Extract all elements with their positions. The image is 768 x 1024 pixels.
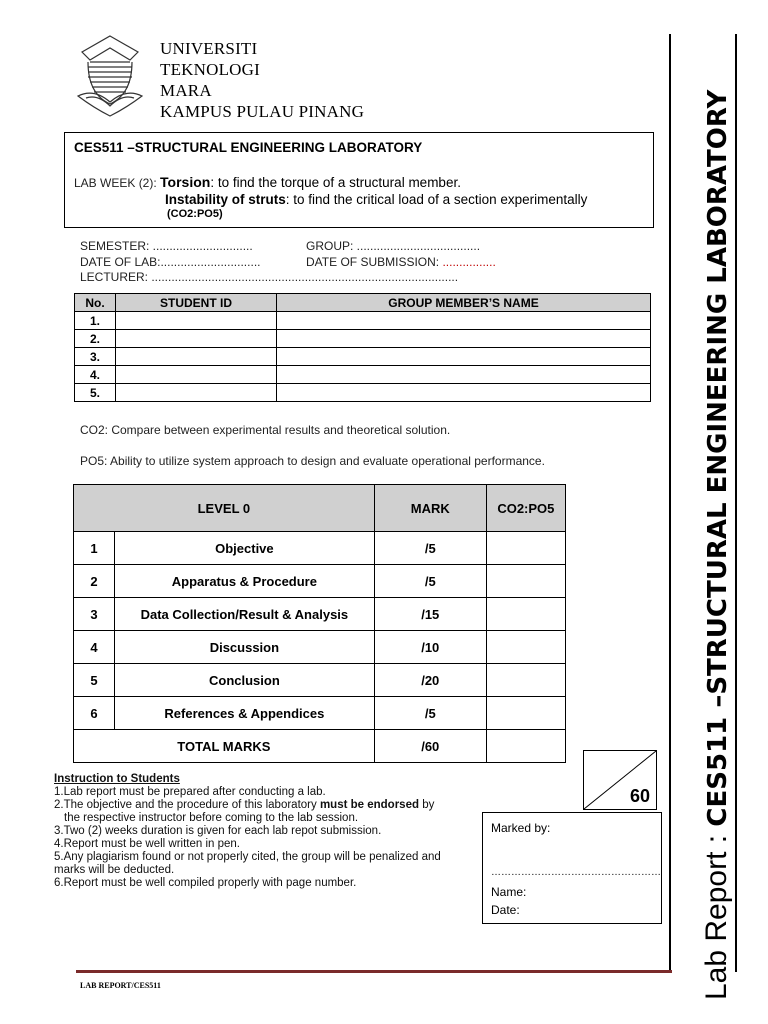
signature-line[interactable]: …………………………………………… [491, 867, 661, 878]
criteria-name: Conclusion [115, 664, 375, 697]
row-number: 4. [75, 366, 116, 384]
criteria-mark: /20 [374, 664, 486, 697]
total-score-denominator: 60 [629, 786, 650, 806]
student-id-cell[interactable] [116, 348, 277, 366]
table-row [75, 348, 651, 366]
lecturer-field[interactable]: LECTURER: ............................................................................................ [80, 270, 459, 284]
course-title: CES511 –STRUCTURAL ENGINEERING LABORATORY [74, 140, 423, 155]
name-label: Name: [491, 885, 527, 899]
lab-week-line [74, 174, 461, 190]
criteria-mark: /5 [374, 565, 486, 598]
struts-label: Instability of struts [165, 192, 286, 207]
student-id-cell[interactable] [116, 384, 277, 402]
table-row [75, 312, 651, 330]
group-members-table [74, 293, 651, 402]
marks-row [74, 697, 566, 730]
instruction-item: 6.Report must be well compiled properly with page number. [54, 877, 357, 889]
member-name-cell[interactable] [277, 348, 651, 366]
marks-row [74, 631, 566, 664]
criteria-mark: /5 [374, 532, 486, 565]
co-po-score-cell[interactable] [486, 532, 565, 565]
university-name-line-3: MARA [160, 81, 212, 100]
marks-header-row [74, 485, 566, 532]
date-label: Date: [491, 903, 520, 917]
criteria-name: Apparatus & Procedure [115, 565, 375, 598]
total-marks-value: /60 [374, 730, 486, 763]
marks-row [74, 598, 566, 631]
criteria-number: 1 [74, 532, 115, 565]
date-of-submission-field[interactable] [306, 255, 496, 269]
date-of-lab-field[interactable]: DATE OF LAB:.............................. [80, 255, 261, 269]
marks-row [74, 532, 566, 565]
co2-note: CO2: Compare between experimental results and theoretical solution. [80, 423, 451, 437]
group-field[interactable]: GROUP: ..................................... [306, 239, 481, 253]
footer-text: LAB REPORT/CES511 [80, 981, 161, 990]
table-header-row [75, 294, 651, 312]
row-number: 1. [75, 312, 116, 330]
co-po-score-cell[interactable] [486, 565, 565, 598]
marks-row [74, 664, 566, 697]
criteria-mark: /10 [374, 631, 486, 664]
co-po-score-cell[interactable] [486, 664, 565, 697]
criteria-number: 5 [74, 664, 115, 697]
co-po-code: (CO2:PO5) [167, 208, 223, 220]
column-header-no: No. [75, 294, 116, 312]
member-name-cell[interactable] [277, 384, 651, 402]
student-id-cell[interactable] [116, 366, 277, 384]
column-header-member-name: GROUP MEMBER’S NAME [277, 294, 651, 312]
torsion-label: Torsion [160, 174, 211, 190]
co-po-score-cell[interactable] [486, 631, 565, 664]
side-title [700, 90, 734, 1000]
column-header-co-po: CO2:PO5 [486, 485, 565, 532]
marked-by-label: Marked by: [491, 821, 551, 835]
campus-name: KAMPUS PULAU PINANG [160, 102, 365, 121]
marks-table [73, 484, 566, 763]
lab-week-prefix: LAB WEEK (2): [74, 176, 161, 190]
side-course-title: CES511 –STRUCTURAL ENGINEERING LABORATORY [703, 89, 733, 827]
student-id-cell[interactable] [116, 312, 277, 330]
torsion-text: : to find the torque of a structural member. [210, 175, 461, 190]
semester-field[interactable]: SEMESTER: .............................. [80, 239, 253, 253]
side-divider-right [735, 34, 737, 972]
table-row [75, 330, 651, 348]
instruction-item: 1.Lab report must be prepared after conducting a lab. [54, 786, 326, 798]
instructions-title: Instruction to Students [54, 773, 180, 785]
footer-rule [76, 970, 672, 973]
date-of-submission-label: DATE OF SUBMISSION: [306, 255, 443, 269]
criteria-mark: /15 [374, 598, 486, 631]
side-divider-left [669, 34, 671, 972]
marks-row [74, 565, 566, 598]
column-header-student-id: STUDENT ID [116, 294, 277, 312]
instructions-block [54, 773, 484, 890]
criteria-number: 3 [74, 598, 115, 631]
row-number: 3. [75, 348, 116, 366]
po5-note: PO5: Ability to utilize system approach to design and evaluate operational performance. [80, 454, 545, 468]
criteria-number: 4 [74, 631, 115, 664]
column-header-mark: MARK [374, 485, 486, 532]
column-header-level: LEVEL 0 [74, 485, 375, 532]
struts-text: : to find the critical load of a section experimentally [285, 192, 588, 207]
member-name-cell[interactable] [277, 366, 651, 384]
member-name-cell[interactable] [277, 312, 651, 330]
total-score-box[interactable] [583, 750, 657, 810]
student-id-cell[interactable] [116, 330, 277, 348]
instruction-item-continued: the respective instructor before coming to the lab session. [64, 812, 359, 824]
total-marks-label: TOTAL MARKS [74, 730, 375, 763]
instruction-item: 2.The objective and the procedure of this laboratory must be endorsed by [54, 799, 435, 811]
table-row [75, 384, 651, 402]
university-name-line-2: TEKNOLOGI [160, 60, 260, 79]
table-row [75, 366, 651, 384]
instruction-item-continued: marks will be deducted. [54, 864, 175, 876]
instruction-item: 3.Two (2) weeks duration is given for each lab repot submission. [54, 825, 382, 837]
row-number: 2. [75, 330, 116, 348]
co-po-score-cell[interactable] [486, 598, 565, 631]
criteria-mark: /5 [374, 697, 486, 730]
struts-line [165, 192, 587, 207]
criteria-number: 2 [74, 565, 115, 598]
criteria-number: 6 [74, 697, 115, 730]
instruction-item: 5.Any plagiarism found or not properly cited, the group will be penalized and [54, 851, 441, 863]
member-name-cell[interactable] [277, 330, 651, 348]
total-score-cell[interactable] [486, 730, 565, 763]
marked-by-box [482, 812, 662, 924]
criteria-name: References & Appendices [115, 697, 375, 730]
university-name-line-1: UNIVERSITI [160, 39, 258, 58]
criteria-name: Objective [115, 532, 375, 565]
date-of-submission-dots: ................ [442, 255, 496, 269]
side-lab-report: Lab Report : [700, 826, 733, 1000]
row-number: 5. [75, 384, 116, 402]
uitm-crest-icon [74, 32, 146, 120]
criteria-name: Discussion [115, 631, 375, 664]
co-po-score-cell[interactable] [486, 697, 565, 730]
instruction-item: 4.Report must be well written in pen. [54, 838, 241, 850]
total-row [74, 730, 566, 763]
criteria-name: Data Collection/Result & Analysis [115, 598, 375, 631]
